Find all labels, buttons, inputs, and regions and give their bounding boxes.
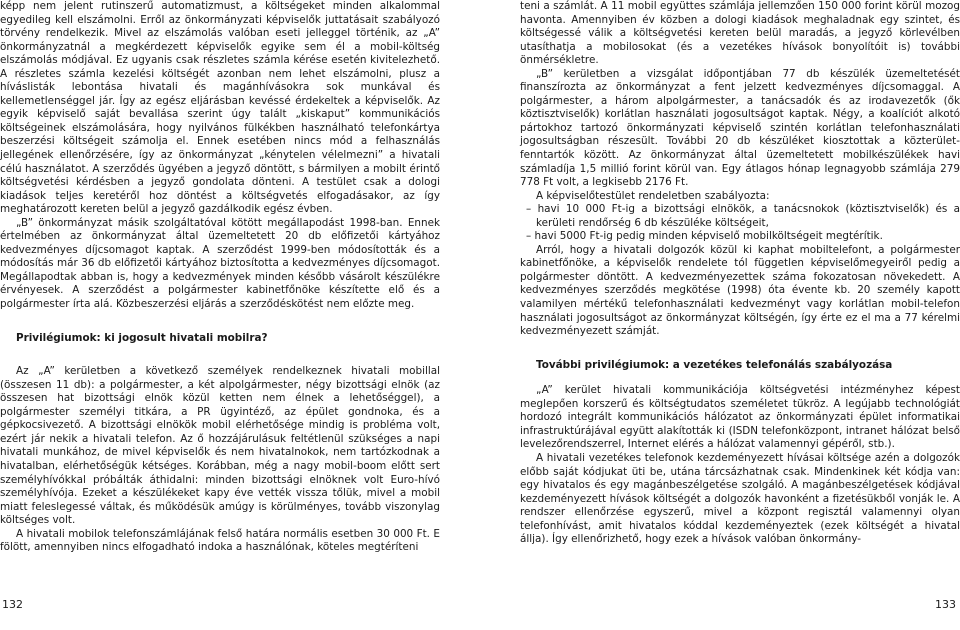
rule-list [520, 203, 960, 244]
paragraph: A hivatali vezetékes telefonok kezdeményezett hívásai költsége azén a dolgozók előbb saját kódjukat üti be, utána tárcsázhatnak csak. Mindenkinek két kódja van: egy hivatalos és egy magánbeszélgetése szolgáló. A magánbeszélgetések kódjával kezdeményezett hívások költségét a dolgozók havonként a fizetésükből vonják le. A rendszer ellenőrzése egyszerű, mivel a központ regisztál valamennyi olyan telefonhívást, amit hivatalos kóddal kezdeményeztek (ezek költségét a hivatal állja). Így ellenőrizhető, hogy ezek a hívások valóban önkormány- [520, 451, 960, 546]
paragraph: teni a számlát. A 11 mobil együttes számlája jellemzően 150 000 forint körül mozog havonta. Amennyiben év közben a dologi kiadások meghaladnak egy szintet, és költségessé válik a költségvetési kereten belül maradás, a jegyző körlevélben utasíthatja a mobilosokat (és a vezetékes hívások bonyolítóit is) további önmérsékletre. [520, 0, 960, 67]
paragraph: Arról, hogy a hivatali dolgozók közül ki kaphat mobiltelefont, a polgármester kabinetfőnöke, a képviselők rendelete tól független képviselőmegyeiről pedig a polgármester döntött. A kedvezményezettek száma fokozatosan növekedett. A kedvezményes szerződés megkötése (1998) óta évente kb. 20 személy kapott valamilyen mértékű telefonhasználati kedvezményt vagy korlátlan mobil-telefon használati jogosultságot az önkormányzat költségén, így érte ez el ma a 77 kérelmi kedvezményezett számját. [520, 243, 960, 338]
paragraph: „B” kerületben a vizsgálat időpontjában 77 db készülék üzemeltetését finanszírozta az önkormányzat a fent jelzett kedvezményes díjcsomaggal. A polgármester, a három alpolgármester, a tanácsadók és az irodavezetők (ők köztisztviselők) korlátlan használati jogosultságot kaptak. Négy, a koalíciót alkotó pártokhoz tartozó önkormányzati képviselő szintén korlátlan telefonhasználati jogosultságban részesült. További 20 db készüléket kiosztottak a közterület-fenntartók között. Az önkormányzat által üzemeltetett mobilkészülékek havi számladíja 1,5 millió forint körül van. Egy átlagos hónap legnagyobb számlája 279 778 Ft volt, a legkisebb 2176 Ft. [520, 67, 960, 189]
right-page [520, 0, 960, 547]
section-heading: Privilégiumok: ki jogosult hivatali mobilra? [16, 331, 268, 344]
paragraph: A képviselőtestület rendeletben szabályozta: [536, 189, 770, 202]
page-number-right: 133 [935, 598, 956, 611]
paragraph: A hivatali mobilok telefonszámlájának felső határa normális esetben 30 000 Ft. E fölött, amennyiben nincs elfogadható indoka a használónak, köteles megtéríteni [0, 527, 440, 554]
paragraph: „B” önkormányzat másik szolgáltatóval kötött megállapodást 1998-ban. Ennek értelmében az önkormányzat által üzemeltetett 20 db előfizetői kártyához kedvezményes díjcsomagot kaptak. A szerződést 1999-ben módosították és a módosítás már 36 db előfizetői kártyához biztosította a kedvezményes díjcsomagot. Megállapodtak abban is, hogy a kedvezmények minden később vásárolt készülékre érvényesek. A szerződést a polgármester kabinetfőnöke készítette elő és a polgármester írta alá. Közbeszerzési eljárás a szerződéskötést nem előzte meg. [0, 216, 440, 311]
section-heading: További privilégiumok: a vezetékes telefonálás szabályozása [536, 358, 893, 371]
left-page [0, 0, 440, 555]
page-number-left: 132 [2, 598, 23, 611]
paragraph: képp nem jelent rutinszerű automatizmust, a költségeket minden alkalommal egyedileg kell elszámolni. Erről az önkormányzati képviselők juttatásait szabályozó törvény rendelkezik. Mivel az elszámolás valóban eseti jelleggel történik, az „A” önkormányzatnál a megkérdezett képviselők egyike sem él a mobil-költség elszámolás módjával. Ez ugyanis csak részletes számla kérése esetén kivitelezhető. A részletes számla kezelési költségét azonban nem lehet elszámolni, plusz a híváslisták lebontása hivatali és magánhívásokra sok munkával és kellemetlenséggel jár. Így az egész eljárásban kevéssé érdekeltek a képviselők. Az egyik képviselő saját bevallása szerint úgy talált „kiskaput” kommunikációs költségeinek elszámolására, hogy nyilvános fülkékben használható telefonkártya beszerzési költségeit számolja el. Ennek esetében nincs mód a felhasználás jellegének ellenőrzésére, így az önkormányzat „kénytelen vélelmezni” a hivatali célú használatot. A szerződés ügyében a jegyző döntött, s bármilyen a mobilt érintő költségvetési kérdésben a jegyző gondolata dönteni. A testület csak a dologi kiadások teljes keretéről hoz döntést a költségvetés elfogadásakor, az így meghatározott kereten belül a jegyző gazdálkodik egész évben. [0, 0, 440, 216]
list-item: – havi 5000 Ft-ig pedig minden képviselő mobilköltségeit megtérítik. [520, 230, 960, 244]
paragraph: „A” kerület hivatali kommunikációja költségvetési intézményhez képest meglepően korszerű és költségtudatos személetet tükröz. A legújabb technológiát hordozó integrált kommunikációs hálózatot az önkormányzati épület informatikai infrastruktúrájával együtt alakították ki (ISDN telefonközpont, intranet hálózat belső levelezőrendszerrel, Internet elérés a hálózat valamennyi gépéről, stb.). [520, 384, 960, 451]
list-item: – havi 10 000 Ft-ig a bizottsági elnökök, a tanácsnokok (köztisztviselők) és a kerületi rendőrség 6 db készüléke költségeit, [520, 203, 960, 230]
paragraph: Az „A” kerületben a következő személyek rendelkeznek hivatali mobillal (összesen 11 db): a polgármester, a két alpolgármester, négy bizottsági elnök (az összesen hat bizottsági elnök közül ketten nem élnek a lehetőséggel), a polgármester személyi titkára, a PR ügyintéző, az épület gondnoka, és a gépkocsivezető. A bizottsági elnökök mobil elérhetősége mindig is probléma volt, ezért jár nekik a hivatali telefon. Az ő hozzájárulásuk feltétlenül szükséges a napi hivatali munkához, de mivel képviselők és nem hivatalnokok, nem tartózkodnak a hivatalban, elérhetőségük kétséges. Korábban, még a nagy mobil-boom előtt sert személyhívókkal próbálták áthidalni: minden bizottsági elnöknek volt Euro-hívó személyhívója. Ezeket a készülékeket kapy éve vették vissza tőlük, mivel a mobil miatt feleslegessé váltak, és működésük amúgy is körülményes, tovább viszonylag költséges volt. [0, 365, 440, 527]
